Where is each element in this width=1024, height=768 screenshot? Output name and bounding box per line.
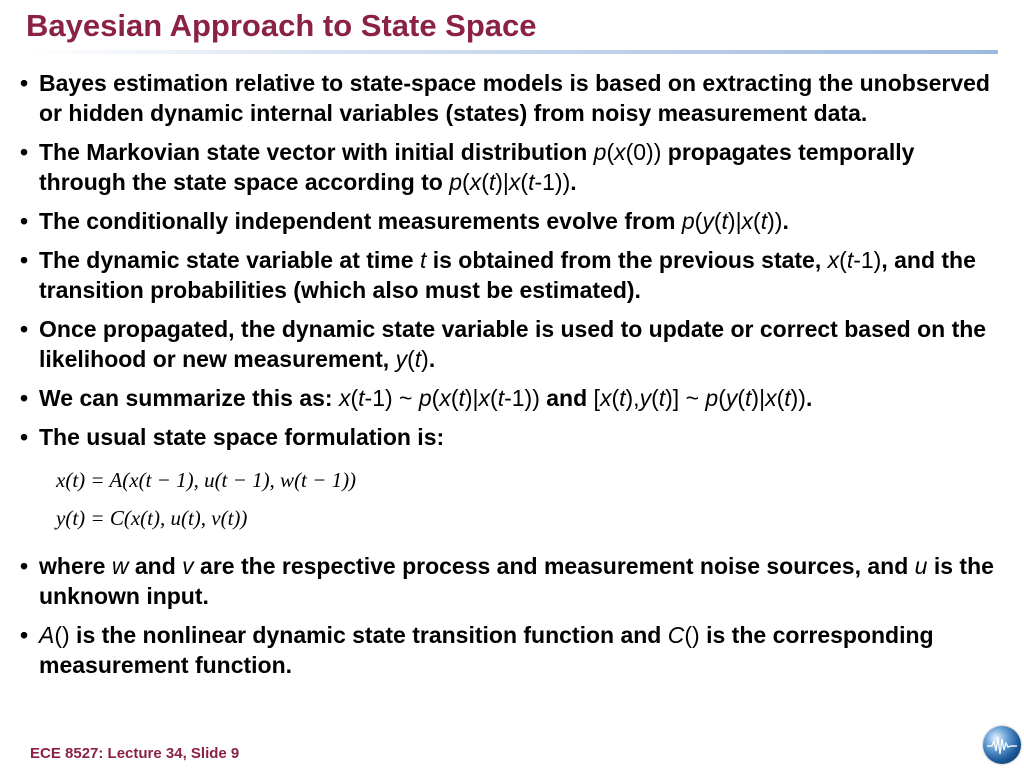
bullet-bayes-estimation — [20, 68, 1000, 128]
bullet-update-correct — [20, 314, 1000, 374]
math-paren: )] ~ — [665, 385, 706, 411]
math-paren: ( — [737, 385, 746, 411]
math-x: x — [478, 385, 491, 411]
math-t: t — [784, 385, 791, 411]
math-t: t — [760, 208, 768, 234]
bullet-text: We can summarize this as: — [39, 385, 339, 411]
math-paren: ( — [651, 385, 659, 411]
title-underline — [26, 50, 998, 54]
math-t: t — [721, 208, 728, 234]
bullet-text: is the corresponding measurement function. — [39, 622, 934, 678]
math-t: t — [497, 385, 505, 411]
bullet-text: , and the transition probabilities (which also must be estimated). — [39, 247, 976, 303]
math-t: t — [846, 247, 854, 273]
math-C: C — [667, 622, 685, 648]
math-paren: -1) ~ — [364, 385, 419, 411]
math-x: x — [827, 247, 840, 273]
bullet-noise-sources — [20, 551, 1000, 611]
bullet-text: Bayes estimation relative to state-space models is based on extracting the unobserved or hidden dynamic internal variables (states) from noisy measurement data. — [39, 70, 990, 126]
slide-title: Bayesian Approach to State Space — [26, 8, 537, 43]
math-paren: ( — [713, 208, 722, 234]
math-A: A — [39, 622, 55, 648]
math-paren: ( — [450, 385, 459, 411]
math-y: y — [702, 208, 714, 234]
math-paren: )| — [464, 385, 479, 411]
math-y: y — [725, 385, 738, 411]
math-paren: )) — [767, 208, 783, 234]
math-paren: ), — [625, 385, 640, 411]
math-t: t — [745, 385, 752, 411]
math-paren: ( — [462, 169, 470, 195]
period: . — [805, 385, 813, 411]
measurement-equation: y(t) = C(x(t), u(t), v(t)) — [56, 506, 248, 530]
math-t: t — [658, 385, 666, 411]
bullet-text: are the respective process and measurement noise sources, and — [193, 553, 915, 579]
math-bracket: [ — [593, 385, 600, 411]
math-t: t — [528, 169, 535, 195]
state-equation: x(t) = A(x(t − 1), u(t − 1), w(t − 1)) — [56, 468, 357, 492]
math-y: y — [639, 385, 652, 411]
math-paren: -1)) — [504, 385, 540, 411]
bullet-text: The dynamic state variable at time — [39, 247, 420, 273]
math-v: v — [182, 553, 194, 579]
math-paren: ( — [407, 346, 415, 372]
math-w: w — [111, 553, 129, 579]
math-paren: )| — [495, 169, 509, 195]
math-paren: ( — [520, 169, 529, 195]
math-paren: ( — [611, 385, 620, 411]
math-paren: ( — [776, 385, 785, 411]
math-x: x — [741, 208, 754, 234]
period: . — [428, 346, 436, 372]
bullet-text: is the unknown input. — [39, 553, 994, 609]
bullet-text: The conditionally independent measurements evolve from — [39, 208, 682, 234]
period: . — [782, 208, 789, 234]
bullet-text: The Markovian state vector with initial distribution — [39, 139, 594, 165]
math-x: x — [439, 385, 451, 411]
bullet-text: propagates temporally through the state space according to — [39, 139, 915, 195]
globe-icon — [983, 726, 1021, 764]
math-paren: )| — [727, 208, 742, 234]
math-x: x — [469, 169, 482, 195]
bullet-text: The usual state space formulation is: — [39, 424, 445, 450]
math-t: t — [488, 169, 496, 195]
math-t: t — [619, 385, 626, 411]
math-t: t — [414, 346, 422, 372]
math-paren: ( — [694, 208, 703, 234]
math-paren: -1) — [853, 247, 882, 273]
math-t: t — [458, 385, 465, 411]
math-u: u — [914, 553, 928, 579]
math-paren: )| — [751, 385, 766, 411]
math-paren: ( — [606, 139, 615, 165]
bullet-formulation — [20, 422, 1000, 452]
bullet-text: and — [539, 385, 594, 411]
math-x: x — [338, 385, 351, 411]
math-t: t — [419, 247, 427, 273]
math-x: x — [765, 385, 777, 411]
bullet-dynamic-state-variable — [20, 245, 1000, 305]
math-p: p — [705, 385, 719, 411]
math-p: p — [593, 139, 607, 165]
math-x: x — [508, 169, 521, 195]
math-t: t — [358, 385, 365, 411]
bullet-list — [20, 68, 1000, 689]
math-paren: ( — [431, 385, 440, 411]
globe-waveform-icon — [983, 726, 1021, 764]
math-paren: ( — [490, 385, 498, 411]
bullet-markovian-state — [20, 137, 1000, 197]
bullet-text: Once propagated, the dynamic state variable is used to update or correct based on the likelihood or new measurement, — [39, 316, 987, 372]
math-p: p — [418, 385, 432, 411]
math-x: x — [614, 139, 626, 165]
math-x: x — [599, 385, 612, 411]
math-paren: () — [54, 622, 70, 648]
math-paren: ( — [839, 247, 847, 273]
equation-block — [56, 461, 1000, 537]
math-zero: (0)) — [625, 139, 662, 165]
bullet-text: is obtained from the previous state, — [426, 247, 828, 273]
math-paren: ( — [753, 208, 761, 234]
math-paren: ( — [350, 385, 359, 411]
math-paren: -1)) — [534, 169, 571, 195]
bullet-transition-function — [20, 620, 1000, 680]
math-p: p — [449, 169, 463, 195]
math-y: y — [395, 346, 408, 372]
bullet-text: is the nonlinear dynamic state transition function and — [69, 622, 668, 648]
slide-footer: ECE 8527: Lecture 34, Slide 9 — [30, 745, 240, 762]
math-paren: )) — [790, 385, 806, 411]
bullet-text: where — [39, 553, 112, 579]
math-paren: () — [684, 622, 700, 648]
bullet-summary — [20, 383, 1000, 413]
math-paren: ( — [481, 169, 489, 195]
math-paren: ( — [718, 385, 726, 411]
math-p: p — [681, 208, 695, 234]
bullet-conditional-measurements — [20, 206, 1000, 236]
period: . — [570, 169, 577, 195]
bullet-text: and — [128, 553, 183, 579]
math-paren: ) — [421, 346, 429, 372]
